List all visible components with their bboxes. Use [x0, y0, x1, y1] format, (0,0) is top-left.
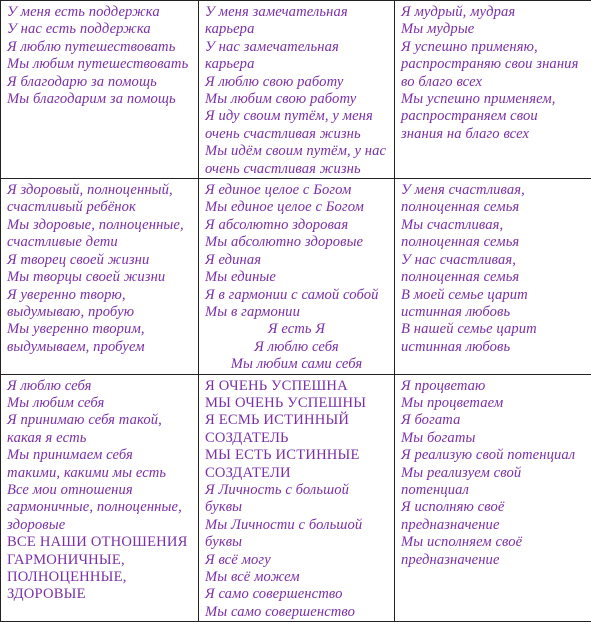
- cell-text: [7, 4, 198, 108]
- table-cell: [1, 374, 199, 622]
- affirmation-line: Я Личность с большой: [205, 482, 394, 499]
- affirmation-line: Мы любим путешествовать: [7, 56, 198, 73]
- affirmation-line: Мы успешно применяем,: [401, 91, 591, 108]
- table-row: [1, 179, 591, 374]
- affirmation-line: Мы идём своим путём, у нас: [205, 143, 394, 160]
- affirmation-line: Я ОЧЕНЬ УСПЕШНА: [205, 378, 394, 395]
- affirmation-line: предназначение: [401, 552, 591, 569]
- affirmation-line: Мы само совершенство: [205, 604, 394, 621]
- affirmation-line: Мы мудрые: [401, 21, 591, 38]
- affirmation-line: гармоничные, полноценные,: [7, 499, 198, 516]
- affirmation-line: Я в гармонии с самой собой: [205, 287, 394, 304]
- table-row: [1, 374, 591, 622]
- affirmation-line: Я богата: [401, 412, 591, 429]
- affirmation-line: счастливые дети: [7, 234, 198, 251]
- affirmation-line: Я само совершенство: [205, 586, 394, 603]
- table-cell: [395, 374, 591, 622]
- affirmation-line: знания на благо всех: [401, 126, 591, 143]
- affirmation-line: У меня замечательная: [205, 4, 394, 21]
- affirmation-line: предназначение: [401, 517, 591, 534]
- affirmation-line: Я люблю себя: [205, 339, 394, 356]
- affirmation-line: во благо всех: [401, 74, 591, 91]
- affirmation-line: очень счастливая жизнь: [205, 126, 394, 143]
- affirmation-line: Мы счастливая,: [401, 217, 591, 234]
- table-cell: [395, 1, 591, 179]
- table-cell: [1, 1, 199, 179]
- affirmation-line: истинная любовь: [401, 304, 591, 321]
- affirmation-line: У нас счастливая,: [401, 252, 591, 269]
- affirmation-line: Я люблю себя: [7, 378, 198, 395]
- affirmation-line: Я уверенно творю,: [7, 287, 198, 304]
- affirmation-line: здоровые: [7, 517, 198, 534]
- affirmation-line: распространяем свои: [401, 108, 591, 125]
- affirmation-line: полноценная семья: [401, 269, 591, 286]
- affirmation-line: Мы единые: [205, 269, 394, 286]
- affirmation-line: В нашей семье царит: [401, 321, 591, 338]
- affirmation-line: В моей семье царит: [401, 287, 591, 304]
- affirmation-line: Мы в гармонии: [205, 304, 394, 321]
- affirmation-line: истинная любовь: [401, 339, 591, 356]
- affirmation-line: ПОЛНОЦЕННЫЕ,: [7, 569, 198, 586]
- affirmation-line: Мы абсолютно здоровые: [205, 234, 394, 251]
- affirmation-line: счастливый ребёнок: [7, 199, 198, 216]
- affirmation-line: Я люблю путешествовать: [7, 39, 198, 56]
- affirmation-line: Мы благодарим за помощь: [7, 91, 198, 108]
- affirmation-line: Я творец своей жизни: [7, 252, 198, 269]
- affirmation-line: Мы любим сами себя: [205, 356, 394, 373]
- cell-text-uppercase: [205, 378, 394, 482]
- affirmation-line: очень счастливая жизнь: [205, 161, 394, 178]
- affirmation-line: выдумываем, пробуем: [7, 339, 198, 356]
- affirmation-line: МЫ ЕСТЬ ИСТИННЫЕ: [205, 447, 394, 464]
- cell-text: [205, 4, 394, 178]
- affirmation-line: карьера: [205, 21, 394, 38]
- affirmation-line: Мы творцы своей жизни: [7, 269, 198, 286]
- affirmation-line: Я абсолютно здоровая: [205, 217, 394, 234]
- affirmation-line: Я иду своим путём, у меня: [205, 108, 394, 125]
- affirmation-line: Мы любим себя: [7, 395, 198, 412]
- table-cell: [1, 179, 199, 374]
- affirmation-line: полноценная семья: [401, 199, 591, 216]
- table-row: [1, 1, 591, 179]
- affirmation-line: Я процветаю: [401, 378, 591, 395]
- affirmation-line: У меня счастливая,: [401, 182, 591, 199]
- affirmation-line: такими, какими мы есть: [7, 465, 198, 482]
- affirmation-line: Мы всё можем: [205, 569, 394, 586]
- affirmation-line: Мы Личности с большой: [205, 517, 394, 534]
- affirmation-line: потенциал: [401, 482, 591, 499]
- affirmation-line: Я люблю свою работу: [205, 74, 394, 91]
- cell-text: [401, 182, 591, 356]
- affirmation-line: Мы любим свою работу: [205, 91, 394, 108]
- affirmation-line: буквы: [205, 499, 394, 516]
- affirmation-line: Я всё могу: [205, 552, 394, 569]
- affirmation-line: Я здоровый, полноценный,: [7, 182, 198, 199]
- table-cell: [199, 1, 395, 179]
- table-cell: [199, 374, 395, 622]
- affirmation-line: какая я есть: [7, 430, 198, 447]
- cell-text: [401, 4, 591, 143]
- affirmation-line: Я единое целое с Богом: [205, 182, 394, 199]
- cell-text: [205, 482, 394, 621]
- affirmation-line: Мы процветаем: [401, 395, 591, 412]
- affirmation-line: СОЗДАТЕЛЬ: [205, 430, 394, 447]
- table-cell: [395, 179, 591, 374]
- affirmation-line: Я единая: [205, 252, 394, 269]
- cell-text-uppercase: [7, 534, 198, 604]
- cell-text: [205, 182, 394, 321]
- cell-text: [401, 378, 591, 569]
- affirmation-line: Я есть Я: [205, 321, 394, 338]
- affirmation-line: У нас есть поддержка: [7, 21, 198, 38]
- affirmation-line: Я принимаю себя такой,: [7, 412, 198, 429]
- affirmation-line: Я исполняю своё: [401, 499, 591, 516]
- affirmation-line: буквы: [205, 534, 394, 551]
- cell-text-centered: [205, 321, 394, 373]
- affirmation-line: выдумываю, пробую: [7, 304, 198, 321]
- affirmation-line: Мы реализуем свой: [401, 465, 591, 482]
- affirmation-line: полноценная семья: [401, 234, 591, 251]
- affirmation-line: ЗДОРОВЫЕ: [7, 586, 198, 603]
- affirmation-line: Мы здоровые, полноценные,: [7, 217, 198, 234]
- affirmation-line: Все мои отношения: [7, 482, 198, 499]
- affirmation-line: МЫ ОЧЕНЬ УСПЕШНЫ: [205, 395, 394, 412]
- affirmation-line: У меня есть поддержка: [7, 4, 198, 21]
- affirmation-line: ГАРМОНИЧНЫЕ,: [7, 552, 198, 569]
- affirmation-line: Мы богаты: [401, 430, 591, 447]
- affirmation-line: Я благодарю за помощь: [7, 74, 198, 91]
- affirmation-line: карьера: [205, 56, 394, 73]
- table-cell: [199, 179, 395, 374]
- cell-text: [7, 182, 198, 356]
- cell-text: [7, 378, 198, 535]
- affirmation-line: Я реализую свой потенциал: [401, 447, 591, 464]
- affirmation-line: Мы принимаем себя: [7, 447, 198, 464]
- affirmation-line: Я мудрый, мудрая: [401, 4, 591, 21]
- affirmation-line: Я успешно применяю,: [401, 39, 591, 56]
- affirmation-line: Мы единое целое с Богом: [205, 199, 394, 216]
- affirmation-line: У нас замечательная: [205, 39, 394, 56]
- affirmation-line: Я ЕСМЬ ИСТИННЫЙ: [205, 412, 394, 429]
- affirmation-line: Мы уверенно творим,: [7, 321, 198, 338]
- affirmation-line: распространяю свои знания: [401, 56, 591, 73]
- affirmation-line: СОЗДАТЕЛИ: [205, 465, 394, 482]
- affirmation-line: Мы исполняем своё: [401, 534, 591, 551]
- affirmation-line: ВСЕ НАШИ ОТНОШЕНИЯ: [7, 534, 198, 551]
